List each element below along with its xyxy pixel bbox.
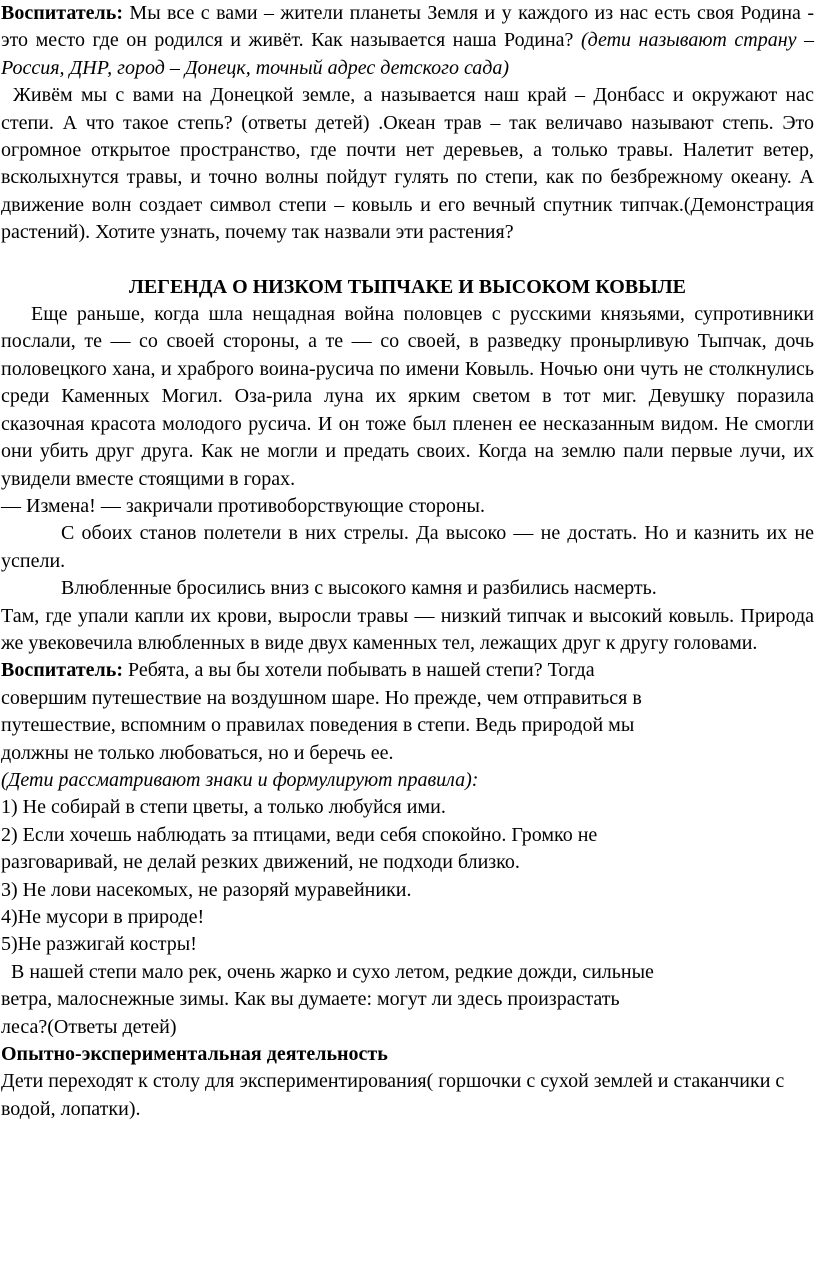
legend-title: ЛЕГЕНДА О НИЗКОМ ТЫПЧАКЕ И ВЫСОКОМ КОВЫЛЕ [129,275,686,298]
speaker-label: Воспитатель: [1,659,123,682]
rule-item: 1) Не собирай в степи цветы, а только любуйся ими. [1,796,446,819]
rule-item: 4)Не мусори в природе! [1,906,205,928]
rule-item: 5)Не разжигай костры! [1,933,197,956]
legend-paragraph-2: — Измена! — закричали противоборствующие стороны. [1,494,485,517]
rule-item: 2) Если хочешь наблюдать за птицами, веди себя спокойно. Громко не [1,823,598,846]
trip-line: совершим путешествие на воздушном шаре. Но прежде, чем отправиться в [1,686,642,709]
legend-paragraph-4: Влюбленные бросились вниз с высокого камня и разбились насмерть. [61,577,657,600]
experiment-heading: Опытно-экспериментальная деятельность [1,1043,388,1066]
speaker-label: Воспитатель: [1,2,123,24]
climate-line: леса?(Ответы детей) [1,1015,177,1038]
trip-line: Ребята, а вы бы хотели побывать в нашей степи? Тогда [122,659,595,682]
trip-line: должны не только любоваться, но и беречь ее. [1,741,394,764]
intro-note: (дети называют страну – Россия, ДНР, город – Донецк, точный адрес детского сада) [1,29,815,79]
experiment-paragraph: Дети переходят к столу для экспериментирования( горшочки с сухой землей и стаканчики с водой, лопатки). [1,1070,785,1120]
legend-paragraph-1: Еще раньше, когда шла нещадная война половцев с русскими князьями, супротивники послали, те — со своей стороны, а те — со своей, в разведку пронырливую Тыпчак, дочь половецкого хана, и храброго воина-русича по имени Ковыль. Ночью они чуть не столкнулись среди Каменных Могил. Оза-рила луна их ярким светом в тот миг. Девушку поразила сказочная красота молодого русича. И он тоже был пленен ее несказанным видом. Не смогли они убить друг друга. Как не могли и предать своих. Когда на землю пали первые лучи, их увидели вместе стоящими в горах. [1,303,814,490]
rule-item: разговаривай, не делай резких движений, не подходи близко. [1,851,520,874]
steppe-paragraph: Живём мы с вами на Донецкой земле, а называется наш край – Донбасс и окружают нас степи. А что такое степь? (ответы детей) .Океан трав – так величаво называют степь. Это огромное открытое пространство, где почти нет деревьев, а только травы. Налетит ветер, всколыхнутся травы, и точно волны пойдут гулять по степи, как по безбрежному океану. А движение волн создает символ степи – ковыль и его вечный спутник типчак.(Демонстрация растений). Хотите узнать, почему так назвали эти растения? [1,84,814,244]
legend-paragraph-5: Там, где упали капли их крови, выросли травы — низкий типчак и высокий ковыль. Природа же увековечила влюбленных в виде двух каменных тел, лежащих друг к другу головами. [1,604,814,654]
legend-paragraph-3: С обоих станов полетели в них стрелы. Да высоко — не достать. Но и казнить их не успели. [1,522,814,572]
intro-paragraph [1,0,814,82]
trip-line: путешествие, вспомним о правилах поведения в степи. Ведь природой мы [1,714,635,737]
rule-item: 3) Не лови насекомых, не разоряй муравейники. [1,878,412,901]
rules-note: (Дети рассматривают знаки и формулируют правила): [1,768,479,791]
climate-line: ветра, малоснежные зимы. Как вы думаете: могут ли здесь произрастать [1,988,620,1011]
trip-paragraph [1,657,814,767]
intro-text: Мы все с вами – жители планеты Земля и у каждого из нас есть своя Родина - это место где он родился и живёт. Как называется наша Родина? [1,2,814,52]
climate-line: В нашей степи мало рек, очень жарко и сухо летом, редкие дожди, сильные [1,960,654,983]
